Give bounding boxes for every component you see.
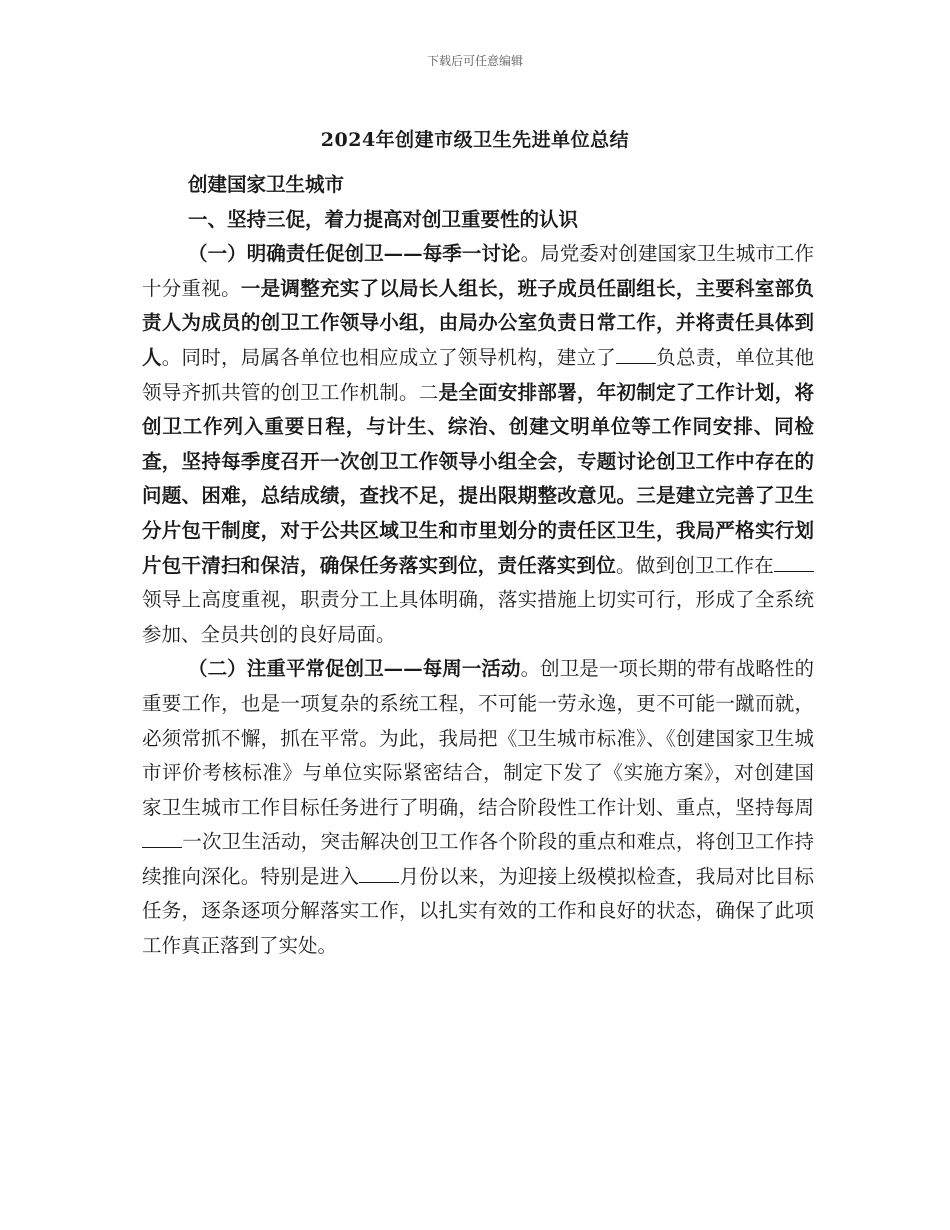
paragraph-1-text-1: 。局党委对创建国家卫生城市工作十分重视。: [142, 242, 814, 300]
paragraph-1-text-5: 领导上高度重视，职责分工上具体明确，落实措施上切实可行，形成了全系统参加、全员共创的良好局面。: [142, 588, 814, 646]
paragraph-1-bold-1: 一是调整充实了以局长人组长，班子成员任副组长，主要科室部负责人为成员的创卫工作领导小组，由局办公室负责日常工作，并将责任具体到人: [142, 276, 814, 369]
paragraph-2: [142, 652, 814, 963]
section-heading-1: 一、坚持三促，着力提高对创卫重要性的认识: [188, 207, 579, 231]
paragraph-2-lead: （二）注重平常促创卫——每周一活动: [188, 657, 521, 681]
paragraph-1-text-4: 。做到创卫工作在: [615, 553, 774, 577]
document-body: [142, 168, 814, 964]
fill-blank: [359, 864, 399, 883]
fill-blank: [774, 553, 814, 572]
fill-blank: [616, 345, 656, 364]
document-title: 2024年创建市级卫生先进单位总结: [320, 129, 630, 151]
paragraph-1-lead: （一）明确责任促创卫——每季一讨论: [188, 242, 521, 266]
paragraph-2-text-2: 一次卫生活动，突击解决创卫工作各个阶段的重点和难点，将创卫工作持续推向深化。特别是进入: [142, 830, 814, 888]
fill-blank: [142, 829, 182, 848]
page-header-note: 下载后可任意编辑: [426, 54, 523, 68]
paragraph-1-text-3: 负总责，单位其他领导齐抓共管的创卫工作机制。二: [142, 345, 814, 404]
paragraph-2-text-1: 。创卫是一项长期的带有战略性的重要工作，也是一项复杂的系统工程，不可能一劳永逸，更不可能一蹴而就，必须常抓不懈，抓在平常。为此，我局把《卫生城市标准》、《创建国家卫生城市评价考核标准》与单位实际紧密结合，制定下发了《实施方案》，对创建国家卫生城市工作目标任务进行了明确，结合阶段性工作计划、重点，坚持每周: [142, 657, 814, 819]
document-subtitle: 创建国家卫生城市: [188, 173, 345, 196]
paragraph-1-bold-2: 是全面安排部署，年初制定了工作计划，将创卫工作列入重要日程，与计生、综治、创建文明单位等工作同安排、同检查，坚持每季度召开一次创卫工作领导小组全会，专题讨论创卫工作中存在的问题、困难，总结成绩，查找不足，提出限期整改意见。三是建立完善了卫生分片包干制度，对于公共区域卫生和市里划分的责任区卫生，我局严格实行划片包干清扫和保洁，确保任务落实到位，责任落实到位: [142, 380, 814, 577]
paragraph-1: [142, 237, 814, 652]
paragraph-2-text-3: 月份以来，为迎接上级模拟检查，我局对比目标任务，逐条逐项分解落实工作，以扎实有效的工作和良好的状态，确保了此项工作真正落到了实处。: [142, 864, 814, 958]
paragraph-1-text-2: 。同时，局属各单位也相应成立了领导机构，建立了: [161, 345, 616, 369]
